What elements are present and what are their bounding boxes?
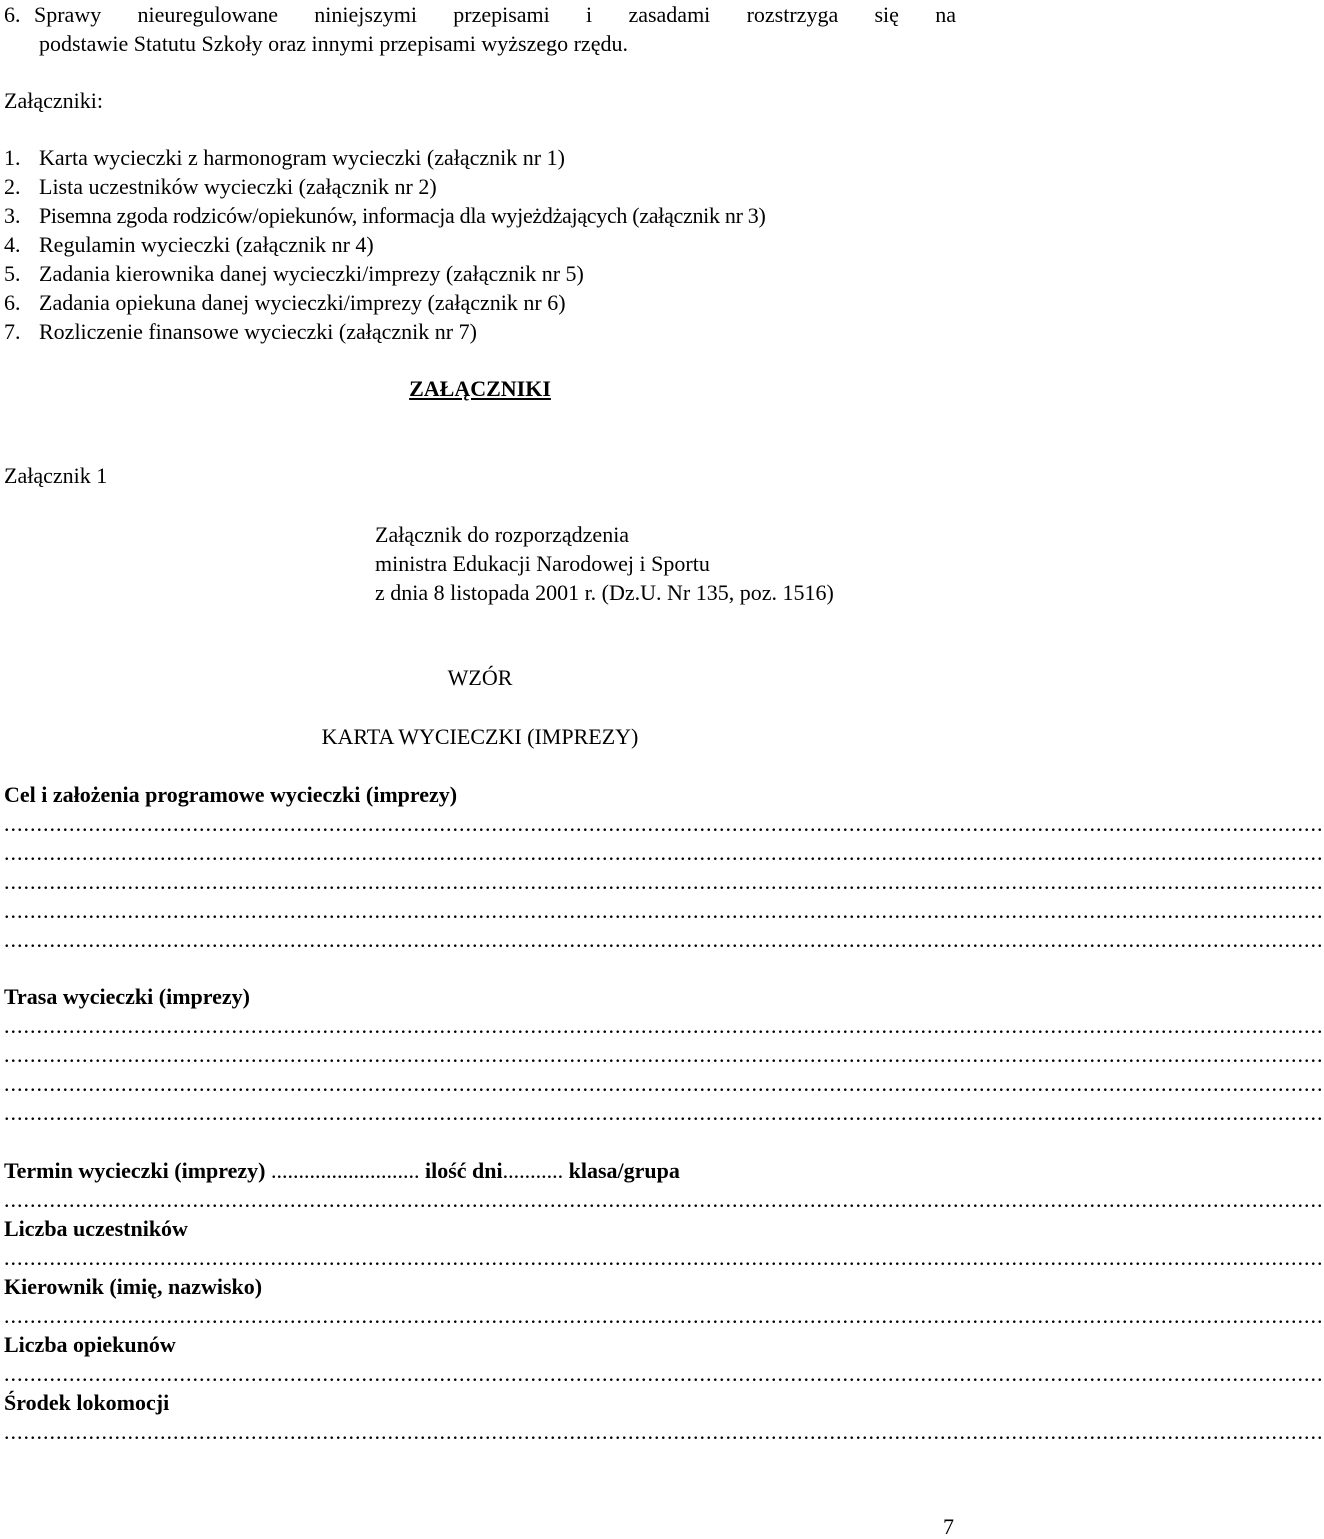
goals-blank-line: ........................................................................................................................................................................................................... — [4, 927, 1324, 952]
days-label: ilość dni — [425, 1158, 503, 1183]
attachment-number: 3. — [4, 203, 21, 228]
participants-blank-line: ........................................................................................................................................................................................................... — [4, 1245, 1324, 1270]
attachment-item — [4, 205, 766, 227]
attachment-item — [4, 147, 565, 169]
attachment-item — [4, 234, 374, 256]
regulation-note-line2: ministra Edukacji Narodowej i Sportu — [375, 551, 710, 576]
participants-label: Liczba uczestników — [4, 1216, 188, 1241]
goals-blank-line: ........................................................................................................................................................................................................... — [4, 869, 1324, 894]
regulation-note-line1: Załącznik do rozporządzenia — [375, 522, 630, 547]
term-blank: ........................... — [271, 1158, 420, 1183]
route-blank-line: ........................................................................................................................................................................................................... — [4, 1042, 1324, 1067]
attachment-text: Rozliczenie finansowe wycieczki (załącznik nr 7) — [39, 319, 477, 344]
attachment-text: Zadania kierownika danej wycieczki/imprezy (załącznik nr 5) — [39, 261, 584, 286]
attachments-heading: Załączniki: — [4, 88, 103, 113]
intro-item-6-line1 — [4, 4, 956, 26]
goals-blank-line: ........................................................................................................................................................................................................... — [4, 840, 1324, 865]
term-row — [4, 1160, 680, 1182]
attachment-text: Zadania opiekuna danej wycieczki/imprezy (załącznik nr 6) — [39, 290, 566, 315]
guardians-blank-line: ........................................................................................................................................................................................................... — [4, 1361, 1324, 1386]
intro-item-6-text-line1: Sprawy nieuregulowane niniejszymi przepisami i zasadami rozstrzyga się na — [34, 2, 956, 27]
attachment-text: Regulamin wycieczki (załącznik nr 4) — [39, 232, 374, 257]
attachment-text: Lista uczestników wycieczki (załącznik nr 2) — [39, 174, 437, 199]
route-blank-line: ........................................................................................................................................................................................................... — [4, 1071, 1324, 1096]
attachment-number: 4. — [4, 232, 21, 257]
leader-blank-line: ........................................................................................................................................................................................................... — [4, 1303, 1324, 1328]
annex-title: ZAŁĄCZNIKI — [409, 376, 551, 401]
route-blank-line: ........................................................................................................................................................................................................... — [4, 1100, 1324, 1125]
goals-label: Cel i założenia programowe wycieczki (imprezy) — [4, 782, 458, 807]
days-blank: ........... — [502, 1158, 564, 1183]
goals-blank-line: ........................................................................................................................................................................................................... — [4, 811, 1324, 836]
leader-label: Kierownik (imię, nazwisko) — [4, 1274, 263, 1299]
page-number: 7 — [943, 1514, 954, 1539]
attachment-number: 1. — [4, 145, 21, 170]
form-title: KARTA WYCIECZKI (IMPREZY) — [321, 724, 639, 749]
attachment-text: Karta wycieczki z harmonogram wycieczki (załącznik nr 1) — [39, 145, 565, 170]
attachment-item — [4, 292, 566, 314]
transport-label: Środek lokomocji — [4, 1390, 170, 1415]
class-blank-line: ........................................................................................................................................................................................................... — [4, 1187, 1324, 1212]
intro-item-6-line2: podstawie Statutu Szkoły oraz innymi przepisami wyższego rzędu. — [39, 31, 628, 56]
attachment-item — [4, 263, 584, 285]
intro-item-6-number: 6. — [4, 2, 21, 27]
transport-blank-line: ........................................................................................................................................................................................................... — [4, 1419, 1324, 1444]
guardians-label: Liczba opiekunów — [4, 1332, 176, 1357]
attachment-number: 6. — [4, 290, 21, 315]
goals-blank-line: ........................................................................................................................................................................................................... — [4, 898, 1324, 923]
template-label: WZÓR — [447, 665, 513, 690]
attachment-text: Pisemna zgoda rodziców/opiekunów, informacja dla wyjeżdżających (załącznik nr 3) — [39, 203, 766, 228]
route-label — [4, 986, 250, 1008]
attachment-item — [4, 176, 437, 198]
annex-1-label: Załącznik 1 — [4, 463, 108, 488]
regulation-note-line3: z dnia 8 listopada 2001 r. (Dz.U. Nr 135, poz. 1516) — [375, 580, 834, 605]
attachment-number: 5. — [4, 261, 21, 286]
route-label-text: Trasa wycieczki (imprezy) — [4, 984, 250, 1009]
attachment-item — [4, 321, 477, 343]
attachment-number: 2. — [4, 174, 21, 199]
attachment-number: 7. — [4, 319, 21, 344]
class-label: klasa/grupa — [568, 1158, 680, 1183]
term-label: Termin wycieczki (imprezy) — [4, 1158, 266, 1183]
route-blank-line: ........................................................................................................................................................................................................... — [4, 1013, 1324, 1038]
